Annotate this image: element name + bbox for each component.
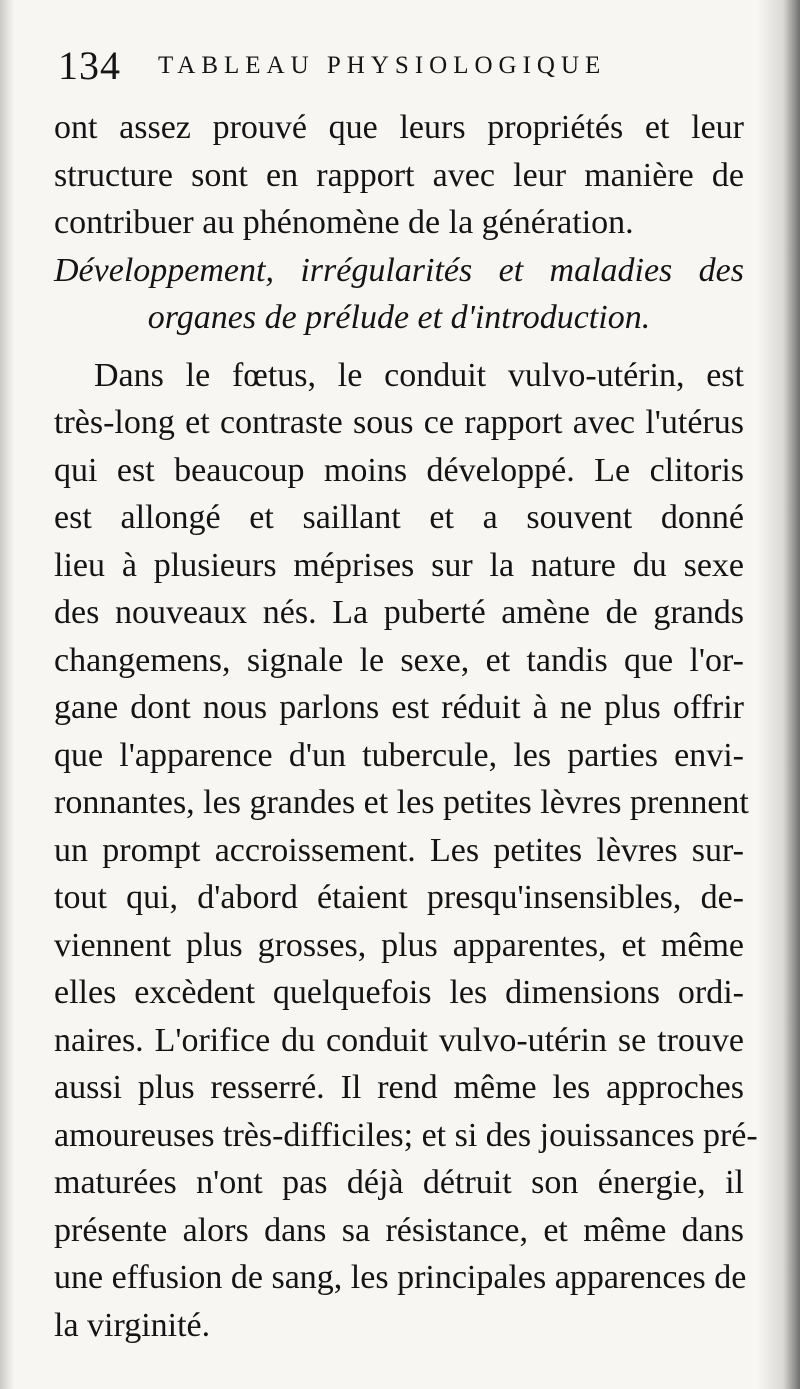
text-line: ont assez prouvé que leurs propriétés et leur bbox=[54, 109, 744, 146]
text-line: structure sont en rapport avec leur manière de bbox=[54, 156, 744, 194]
text-line: la virginité. bbox=[54, 1306, 211, 1344]
page-number: 134 bbox=[58, 43, 121, 88]
body-text bbox=[54, 104, 758, 1349]
running-title: TABLEAU PHYSIOLOGIQUE bbox=[158, 52, 607, 79]
heading-line: organes de prélude et d'introduction. bbox=[147, 299, 651, 336]
paragraph bbox=[54, 352, 758, 1350]
text-line: est allongé et saillant et a souvent donné bbox=[54, 499, 744, 536]
text-line: que l'apparence d'un tubercule, les parties envi- bbox=[54, 736, 744, 774]
heading-line: Développement, irrégularités et maladies des bbox=[54, 251, 744, 289]
text-line: des nouveaux nés. La puberté amène de grands bbox=[54, 594, 744, 631]
page-edge-shadow bbox=[758, 0, 800, 1389]
page-gutter-shadow bbox=[0, 0, 14, 1389]
text-line: une effusion de sang, les principales apparences de bbox=[54, 1259, 747, 1296]
text-line: elles excèdent quelquefois les dimensions ordi- bbox=[54, 974, 744, 1011]
spacer bbox=[54, 342, 744, 352]
text-line: Dans le fœtus, le conduit vulvo-utérin, est bbox=[94, 356, 744, 394]
text-line: présente alors dans sa résistance, et même dans bbox=[54, 1211, 744, 1249]
text-line: naires. L'orifice du conduit vulvo-utérin se trouve bbox=[54, 1021, 744, 1059]
text-line: changemens, signale le sexe, et tandis que l'or- bbox=[54, 641, 744, 679]
text-line: qui est beaucoup moins développé. Le clitoris bbox=[54, 451, 744, 489]
page-header bbox=[58, 40, 738, 96]
text-line: gane dont nous parlons est réduit à ne plus offrir bbox=[54, 689, 744, 726]
section-heading bbox=[54, 247, 744, 342]
text-line: un prompt accroissement. Les petites lèvres sur- bbox=[54, 831, 744, 869]
text-line: aussi plus resserré. Il rend même les approches bbox=[54, 1069, 744, 1106]
text-line: tout qui, d'abord étaient presqu'insensibles, de- bbox=[54, 879, 744, 916]
text-line: viennent plus grosses, plus apparentes, et même bbox=[54, 926, 744, 964]
text-line: ronnantes, les grandes et les petites lèvres prennent bbox=[54, 784, 749, 821]
text-line: très-long et contraste sous ce rapport avec l'utérus bbox=[54, 404, 744, 441]
text-line: maturées n'ont pas déjà détruit son énergie, il bbox=[54, 1164, 744, 1201]
text-line: lieu à plusieurs méprises sur la nature du sexe bbox=[54, 546, 744, 584]
text-line: contribuer au phénomène de la génération. bbox=[54, 204, 634, 241]
intro-text bbox=[54, 104, 744, 247]
text-line: amoureuses très-difficiles; et si des jouissances pré- bbox=[54, 1116, 758, 1154]
